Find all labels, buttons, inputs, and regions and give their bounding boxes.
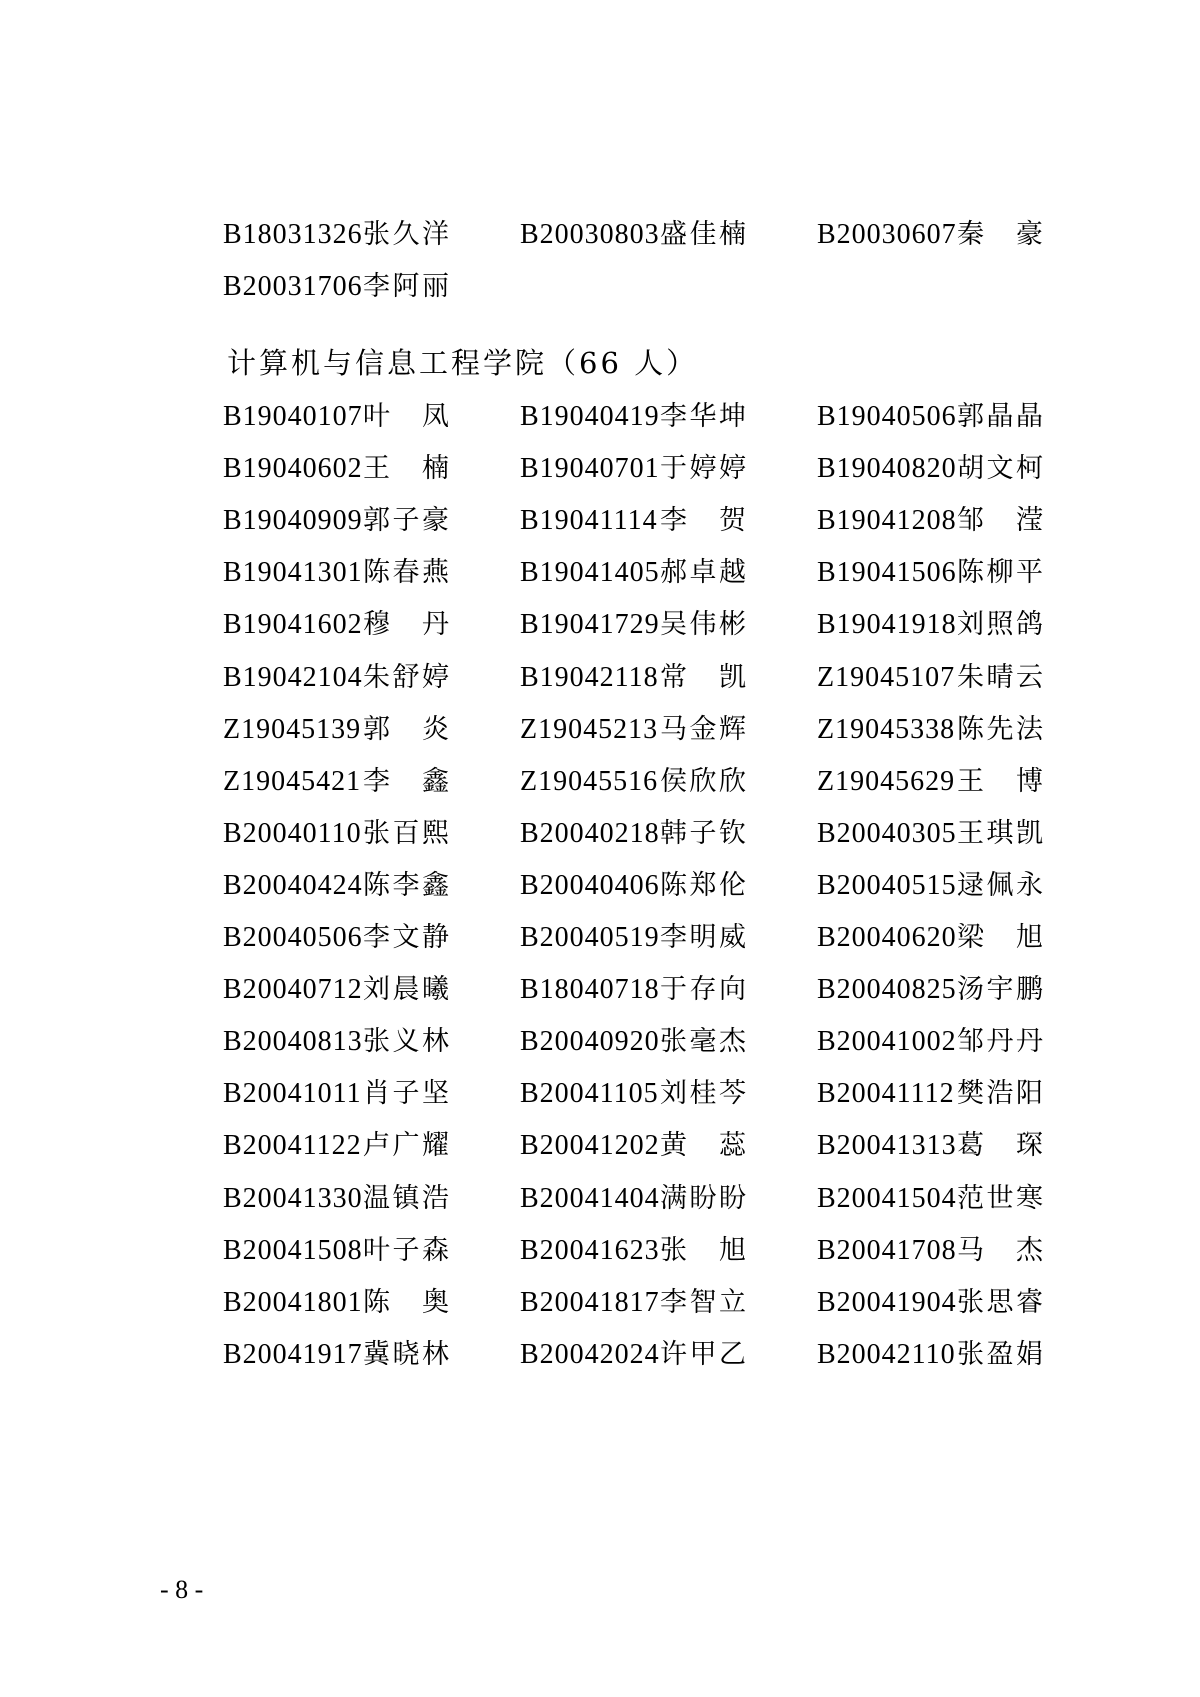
student-entry [520,1022,748,1062]
student-name: 郝卓越 [660,557,748,589]
student-name: 刘照鸽 [957,609,1045,641]
student-name: 叶 凤 [363,401,451,432]
student-id: B20041202 [520,1130,660,1162]
student-id: Z19045213 [520,713,659,745]
student-name: 穆 丹 [363,609,451,641]
student-entry [223,1074,451,1114]
student-name: 吴伟彬 [660,609,748,641]
student-id: B20040218 [520,817,660,849]
student-entry [223,970,451,1010]
student-name: 樊浩阳 [957,1078,1045,1110]
student-entry [817,814,1045,854]
student-id: Z19045629 [817,765,956,797]
student-id: B20040406 [520,869,660,901]
student-entry [817,658,1045,698]
student-name: 王 楠 [363,453,451,485]
student-entry [817,501,1045,541]
student-entry [817,970,1045,1010]
student-id: B19041506 [817,557,957,589]
student-name: 满盼盼 [660,1182,748,1214]
student-entry [520,918,748,958]
student-name: 陈 奥 [363,1286,451,1318]
student-entry [817,605,1045,645]
student-id: B18040718 [520,974,660,1006]
student-name: 张盈娟 [957,1338,1045,1370]
student-id: B20040506 [223,922,363,953]
student-name: 肖子坚 [363,1078,451,1110]
student-entry [223,605,451,645]
student-name: 李阿丽 [363,271,451,303]
student-id: B20041002 [817,1026,957,1058]
student-name: 张毫杰 [660,1026,748,1058]
student-id: B19040506 [817,401,957,432]
student-id: B18031326 [223,219,363,250]
student-id: B20040620 [817,922,957,953]
student-entry [223,501,451,541]
student-id: B19042104 [223,661,363,693]
student-id: B20040825 [817,974,957,1006]
student-name: 梁 旭 [957,922,1045,953]
student-id: B20030803 [520,219,660,250]
student-name: 李明威 [660,922,748,953]
student-id: Z19045516 [520,765,659,797]
student-id: Z19045338 [817,713,956,745]
student-id: B20040424 [223,869,363,901]
student-name: 郭晶晶 [957,401,1045,432]
student-name: 陈柳平 [957,557,1045,589]
student-id: B19041208 [817,505,957,537]
student-entry [520,814,748,854]
student-entry [223,1231,451,1271]
student-entry [520,1126,748,1166]
student-id: B19042118 [520,661,659,693]
student-name: 朱舒婷 [363,661,451,693]
student-name: 李 贺 [660,505,748,537]
student-name: 黄 蕊 [660,1130,748,1162]
student-id: B20042024 [520,1338,660,1370]
student-entry [520,397,748,437]
student-name: 陈李鑫 [363,869,451,901]
student-entry [223,397,451,437]
student-entry [817,866,1045,906]
student-id: B20041817 [520,1286,660,1318]
student-entry [520,866,748,906]
student-entry [817,1231,1045,1271]
student-name: 盛佳楠 [660,219,748,250]
student-id: B20041404 [520,1182,660,1214]
student-entry [520,710,748,750]
student-id: B19041729 [520,609,660,641]
student-id: B20041801 [223,1286,363,1318]
student-entry [223,1283,451,1323]
student-id: B20041330 [223,1182,363,1214]
student-name: 邹丹丹 [957,1026,1045,1058]
student-entry [520,449,748,489]
student-name: 张思睿 [957,1286,1045,1318]
student-id: B20040813 [223,1026,363,1058]
student-entry [223,553,451,593]
student-name: 葛 琛 [957,1130,1045,1162]
section-heading: 计算机与信息工程学院（66 人） [227,346,699,380]
student-entry [520,658,748,698]
student-name: 刘晨曦 [363,974,451,1006]
student-entry [817,553,1045,593]
student-name: 李智立 [660,1286,748,1318]
student-id: B20040305 [817,817,957,849]
student-id: B19040602 [223,453,363,485]
student-entry [817,449,1045,489]
student-id: B19041405 [520,557,660,589]
student-name: 郭子豪 [363,505,451,537]
student-id: B20041105 [520,1078,659,1110]
student-id: B20041313 [817,1130,957,1162]
student-entry [223,1126,451,1166]
student-id: B19041918 [817,609,957,641]
student-name: 冀晓林 [363,1338,451,1370]
student-name: 王琪凯 [957,817,1045,849]
student-entry [817,1179,1045,1219]
student-id: B20041508 [223,1234,363,1266]
student-id: Z19045107 [817,661,956,693]
student-entry [223,215,451,255]
student-name: 陈春燕 [363,557,451,589]
student-entry [520,605,748,645]
student-name: 叶子森 [363,1234,451,1266]
student-id: B20030607 [817,219,957,250]
student-entry [223,1335,451,1375]
student-id: B20042110 [817,1338,956,1370]
student-name: 陈郑伦 [660,869,748,901]
student-name: 李 鑫 [363,765,451,797]
student-id: B20041904 [817,1286,957,1318]
student-entry [817,918,1045,958]
student-entry [223,267,451,307]
student-id: B20041623 [520,1234,660,1266]
student-entry [223,1022,451,1062]
student-id: Z19045421 [223,765,362,797]
student-entry [817,1074,1045,1114]
student-id: B20040515 [817,869,957,901]
student-id: B19040419 [520,401,660,432]
student-name: 卢广耀 [363,1130,451,1162]
student-name: 常 凯 [660,661,748,693]
student-id: B20041011 [223,1078,362,1110]
student-entry [817,762,1045,802]
student-name: 侯欣欣 [660,765,748,797]
student-id: B20041708 [817,1234,957,1266]
student-entry [520,1231,748,1271]
student-name: 刘桂芩 [660,1078,748,1110]
student-entry [520,1283,748,1323]
student-name: 邹 滢 [957,505,1045,537]
student-name: 胡文柯 [957,453,1045,485]
student-entry [223,658,451,698]
student-id: B19041301 [223,557,363,589]
student-name: 秦 豪 [957,219,1045,250]
student-id: B20040110 [223,817,362,849]
student-entry [520,1335,748,1375]
student-name: 逯佩永 [957,869,1045,901]
student-name: 温镇浩 [363,1182,451,1214]
student-entry [223,866,451,906]
student-entry [223,814,451,854]
student-id: B19040909 [223,505,363,537]
student-entry [223,918,451,958]
student-id: B19041602 [223,609,363,641]
student-entry [817,1126,1045,1166]
student-entry [520,762,748,802]
student-id: B19041114 [520,505,658,537]
student-name: 陈先法 [957,713,1045,745]
student-entry [520,970,748,1010]
student-id: B20041504 [817,1182,957,1214]
student-name: 郭 炎 [363,713,451,745]
student-entry [817,1335,1045,1375]
student-entry [223,1179,451,1219]
student-name: 张 旭 [660,1234,748,1266]
student-id: B20040920 [520,1026,660,1058]
student-entry [520,1074,748,1114]
student-name: 韩子钦 [660,817,748,849]
student-name: 马 杰 [957,1234,1045,1266]
student-id: Z19045139 [223,713,362,745]
student-id: B20040712 [223,974,363,1006]
student-name: 朱晴云 [957,661,1045,693]
student-name: 张义林 [363,1026,451,1058]
student-entry [817,215,1045,255]
student-id: B20041122 [223,1130,362,1162]
student-id: B19040701 [520,453,660,485]
student-id: B20040519 [520,922,660,953]
student-name: 张久洋 [363,219,451,250]
student-entry [817,1283,1045,1323]
student-name: 许甲乙 [660,1338,748,1370]
student-entry [817,1022,1045,1062]
student-entry [223,710,451,750]
student-name: 于存向 [660,974,748,1006]
student-name: 于婷婷 [660,453,748,485]
student-name: 马金辉 [660,713,748,745]
student-entry [223,449,451,489]
student-name: 李华坤 [660,401,748,432]
student-name: 汤宇鹏 [957,974,1045,1006]
student-id: B20041112 [817,1078,955,1110]
student-id: B20031706 [223,271,363,303]
student-entry [520,1179,748,1219]
page-number: - 8 - [160,1575,204,1604]
student-entry [817,710,1045,750]
student-id: B19040107 [223,401,363,432]
student-entry [520,501,748,541]
student-entry [520,215,748,255]
student-name: 范世寒 [957,1182,1045,1214]
student-entry [520,553,748,593]
student-name: 王 博 [957,765,1045,797]
student-entry [817,397,1045,437]
student-id: B19040820 [817,453,957,485]
student-id: B20041917 [223,1338,363,1370]
student-name: 张百熙 [363,817,451,849]
student-name: 李文静 [363,922,451,953]
student-entry [223,762,451,802]
